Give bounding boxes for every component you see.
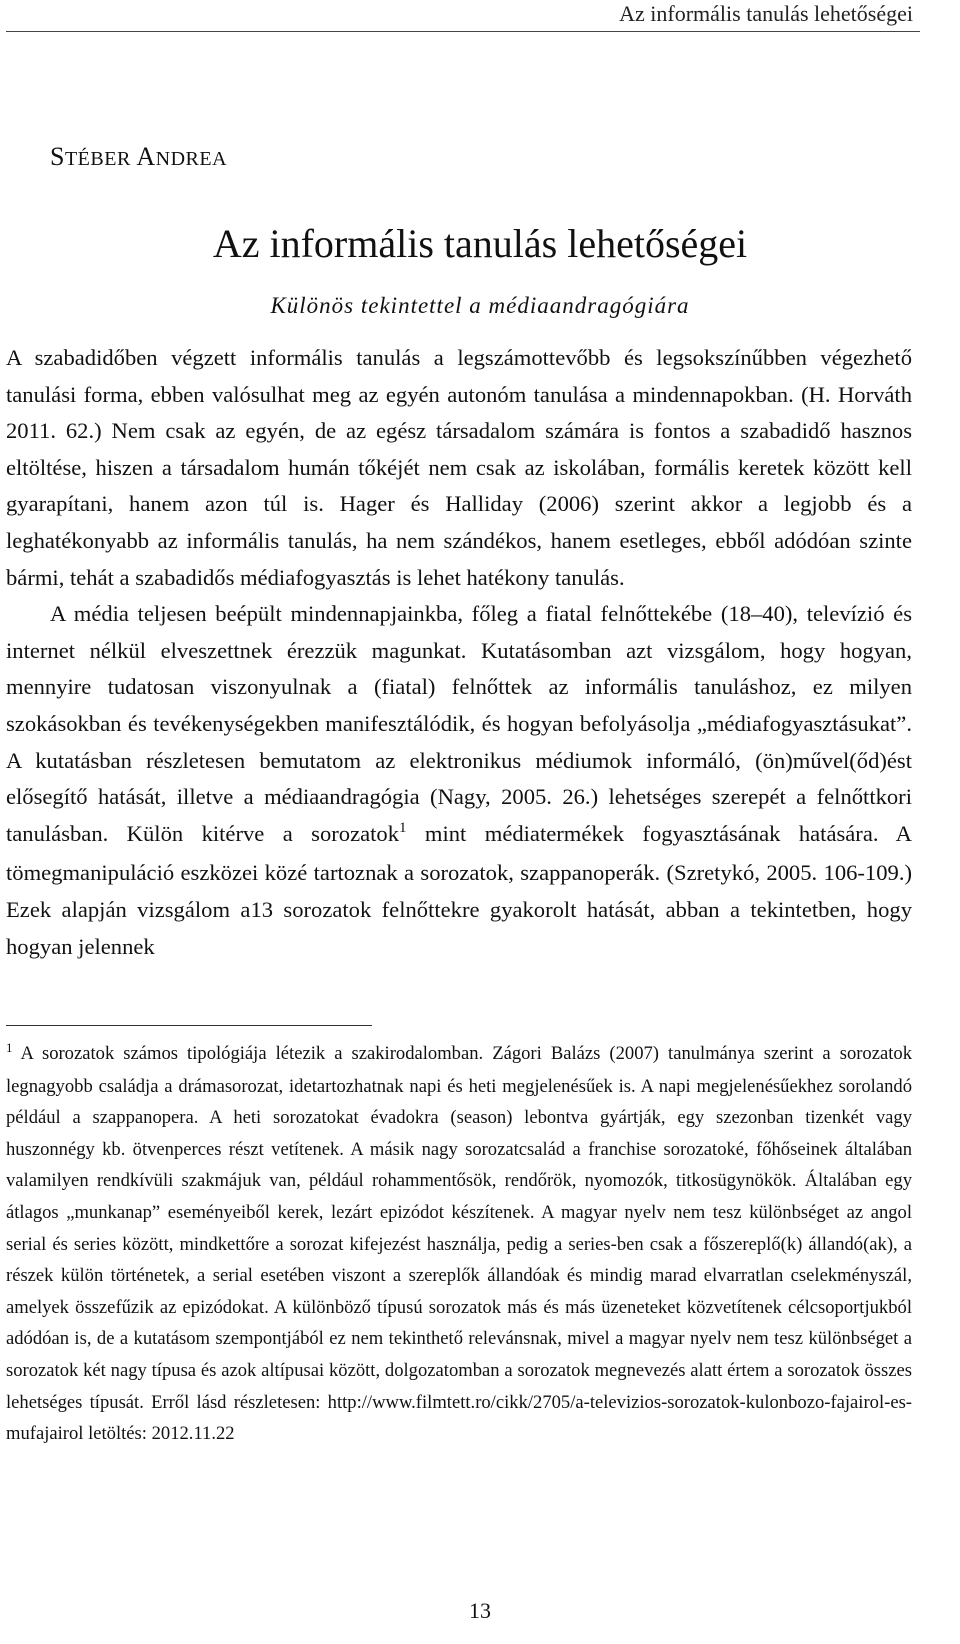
footnote-separator [6,1025,372,1026]
article-subtitle: Különös tekintettel a médiaandragógiára [270,293,690,318]
page-number: 13 [469,1598,491,1623]
article-body [6,340,912,965]
article-title: Az informális tanulás lehetőségei [212,221,748,266]
paragraph-2-text-a: A média teljesen beépült mindennapjainkba, főleg a fiatal felnőttekébe (18–40), televízió és internet nélkül elveszettnek érezzük magunkat. Kutatásomban azt vizsgálom, hogy hogyan, mennyire tudatosan viszonyulnak a (fiatal) felnőttek az informális tanuláshoz, ez milyen szokásokban és tevékenységekben manifesztálódik, és hogyan befolyásolja „médiafogyasztásukat”. A kutatásban részletesen bemutatom az elektronikus médiumok informáló, (ön)művel(őd)ést elősegítő hatását, illetve a médiaandragógia (Nagy, 2005. 26.) lehetséges szerepét a felnőttkori tanulásban. Külön kitérve a sorozatok [6,601,912,846]
footnote-text: A sorozatok számos tipológiája létezik a szakirodalomban. Zágori Balázs (2007) tanulmánya szerint a sorozatok legnagyobb családja a drámasorozat, idetartozhatnak napi és heti megjelenésűek is. A napi megjelenésűekhez sorolandó például a szappanopera. A heti sorozatokat évadokra (season) lebontva gyártják, egy szezonban tizenkét vagy huszonnégy kb. ötvenperces részt vetítenek. A másik nagy sorozatcsalád a franchise sorozatoké, főhőseinek általában valamilyen rendkívüli szakmájuk van, például rohammentősök, rendőrök, nyomozók, titkosügynökök. Általában egy átlagos „munkanap” eseményeiből kerek, lezárt epizódot készítenek. A magyar nyelv nem tesz különbséget az angol serial és series között, mindkettőre a sorozat kifejezést használja, pedig a series-ben csak a főszereplő(k) állandó(ak), a részek külön történetek, a serial esetében viszont a szereplők állandóak és mindig marad elvarratlan cselekményszál, amelyek összefűzik az epizódokat. A különböző típusú sorozatok más és más üzeneteket közvetítenek célcsoportjukból adódóan is, de a kutatásom szempontjából ez nem tekinthető relevánsnak, mivel a magyar nyelv nem tesz különbséget a sorozatok két nagy típusa és azok altípusai között, dolgozatomban a sorozatok megnevezés alatt értem a sorozatok összes lehetséges típusát. Erről lásd részletesen: http://www.filmtett.ro/cikk/2705/a-televizios-sorozatok-kulonbozo-fajairol-es-mufajairol letöltés: 2012.11.22 [6,1043,912,1445]
paragraph-2-text-b: mint médiatermékek fogyasztásának hatására. A tömegmanipuláció eszközei közé tartoznak a sorozatok, szappanoperák. (Szretykó, 2005. 106-109.) Ezek alapján vizsgálom a13 sorozatok felnőttekre gyakorolt hatását, abban a tekintetben, hogy hogyan jelennek [6,820,912,959]
running-header [0,0,960,36]
running-header-title: Az informális tanulás lehetőségei [619,1,913,26]
body-paragraph-1: A szabadidőben végzett informális tanulás a legszámottevőbb és legsokszínűbben végezhető tanulási forma, ebben valósulhat meg az egyén autonóm tanulása a mindennapokban. (H. Horváth 2011. 62.) Nem csak az egyén, de az egész társadalom számára is fontos a szabadidő hasznos eltöltése, hiszen a társadalom humán tőkéjét nem csak az iskolában, formális keretek között kell gyarapítani, hanem azon túl is. Hager és Halliday (2006) szerint akkor a legjobb és a leghatékonyabb az informális tanulás, ha nem szándékos, hanem esetleges, ebből adódóan szinte bármi, tehát a szabadidős médiafogyasztás is lehet hatékony tanulás. [6,345,912,590]
footnote [6,1038,912,1450]
footnote-marker: 1 [6,1040,13,1055]
footnote-reference[interactable]: 1 [399,819,407,836]
author-first-initial: S [50,142,65,171]
footnote-paragraph [6,1038,912,1450]
author-last-rest: NDREA [155,148,228,170]
author-last-initial: A [136,142,156,171]
author-first-rest: TÉBER [64,148,131,170]
header-rule [6,31,920,32]
body-paragraph-2 [6,596,912,965]
author-name [50,142,227,172]
